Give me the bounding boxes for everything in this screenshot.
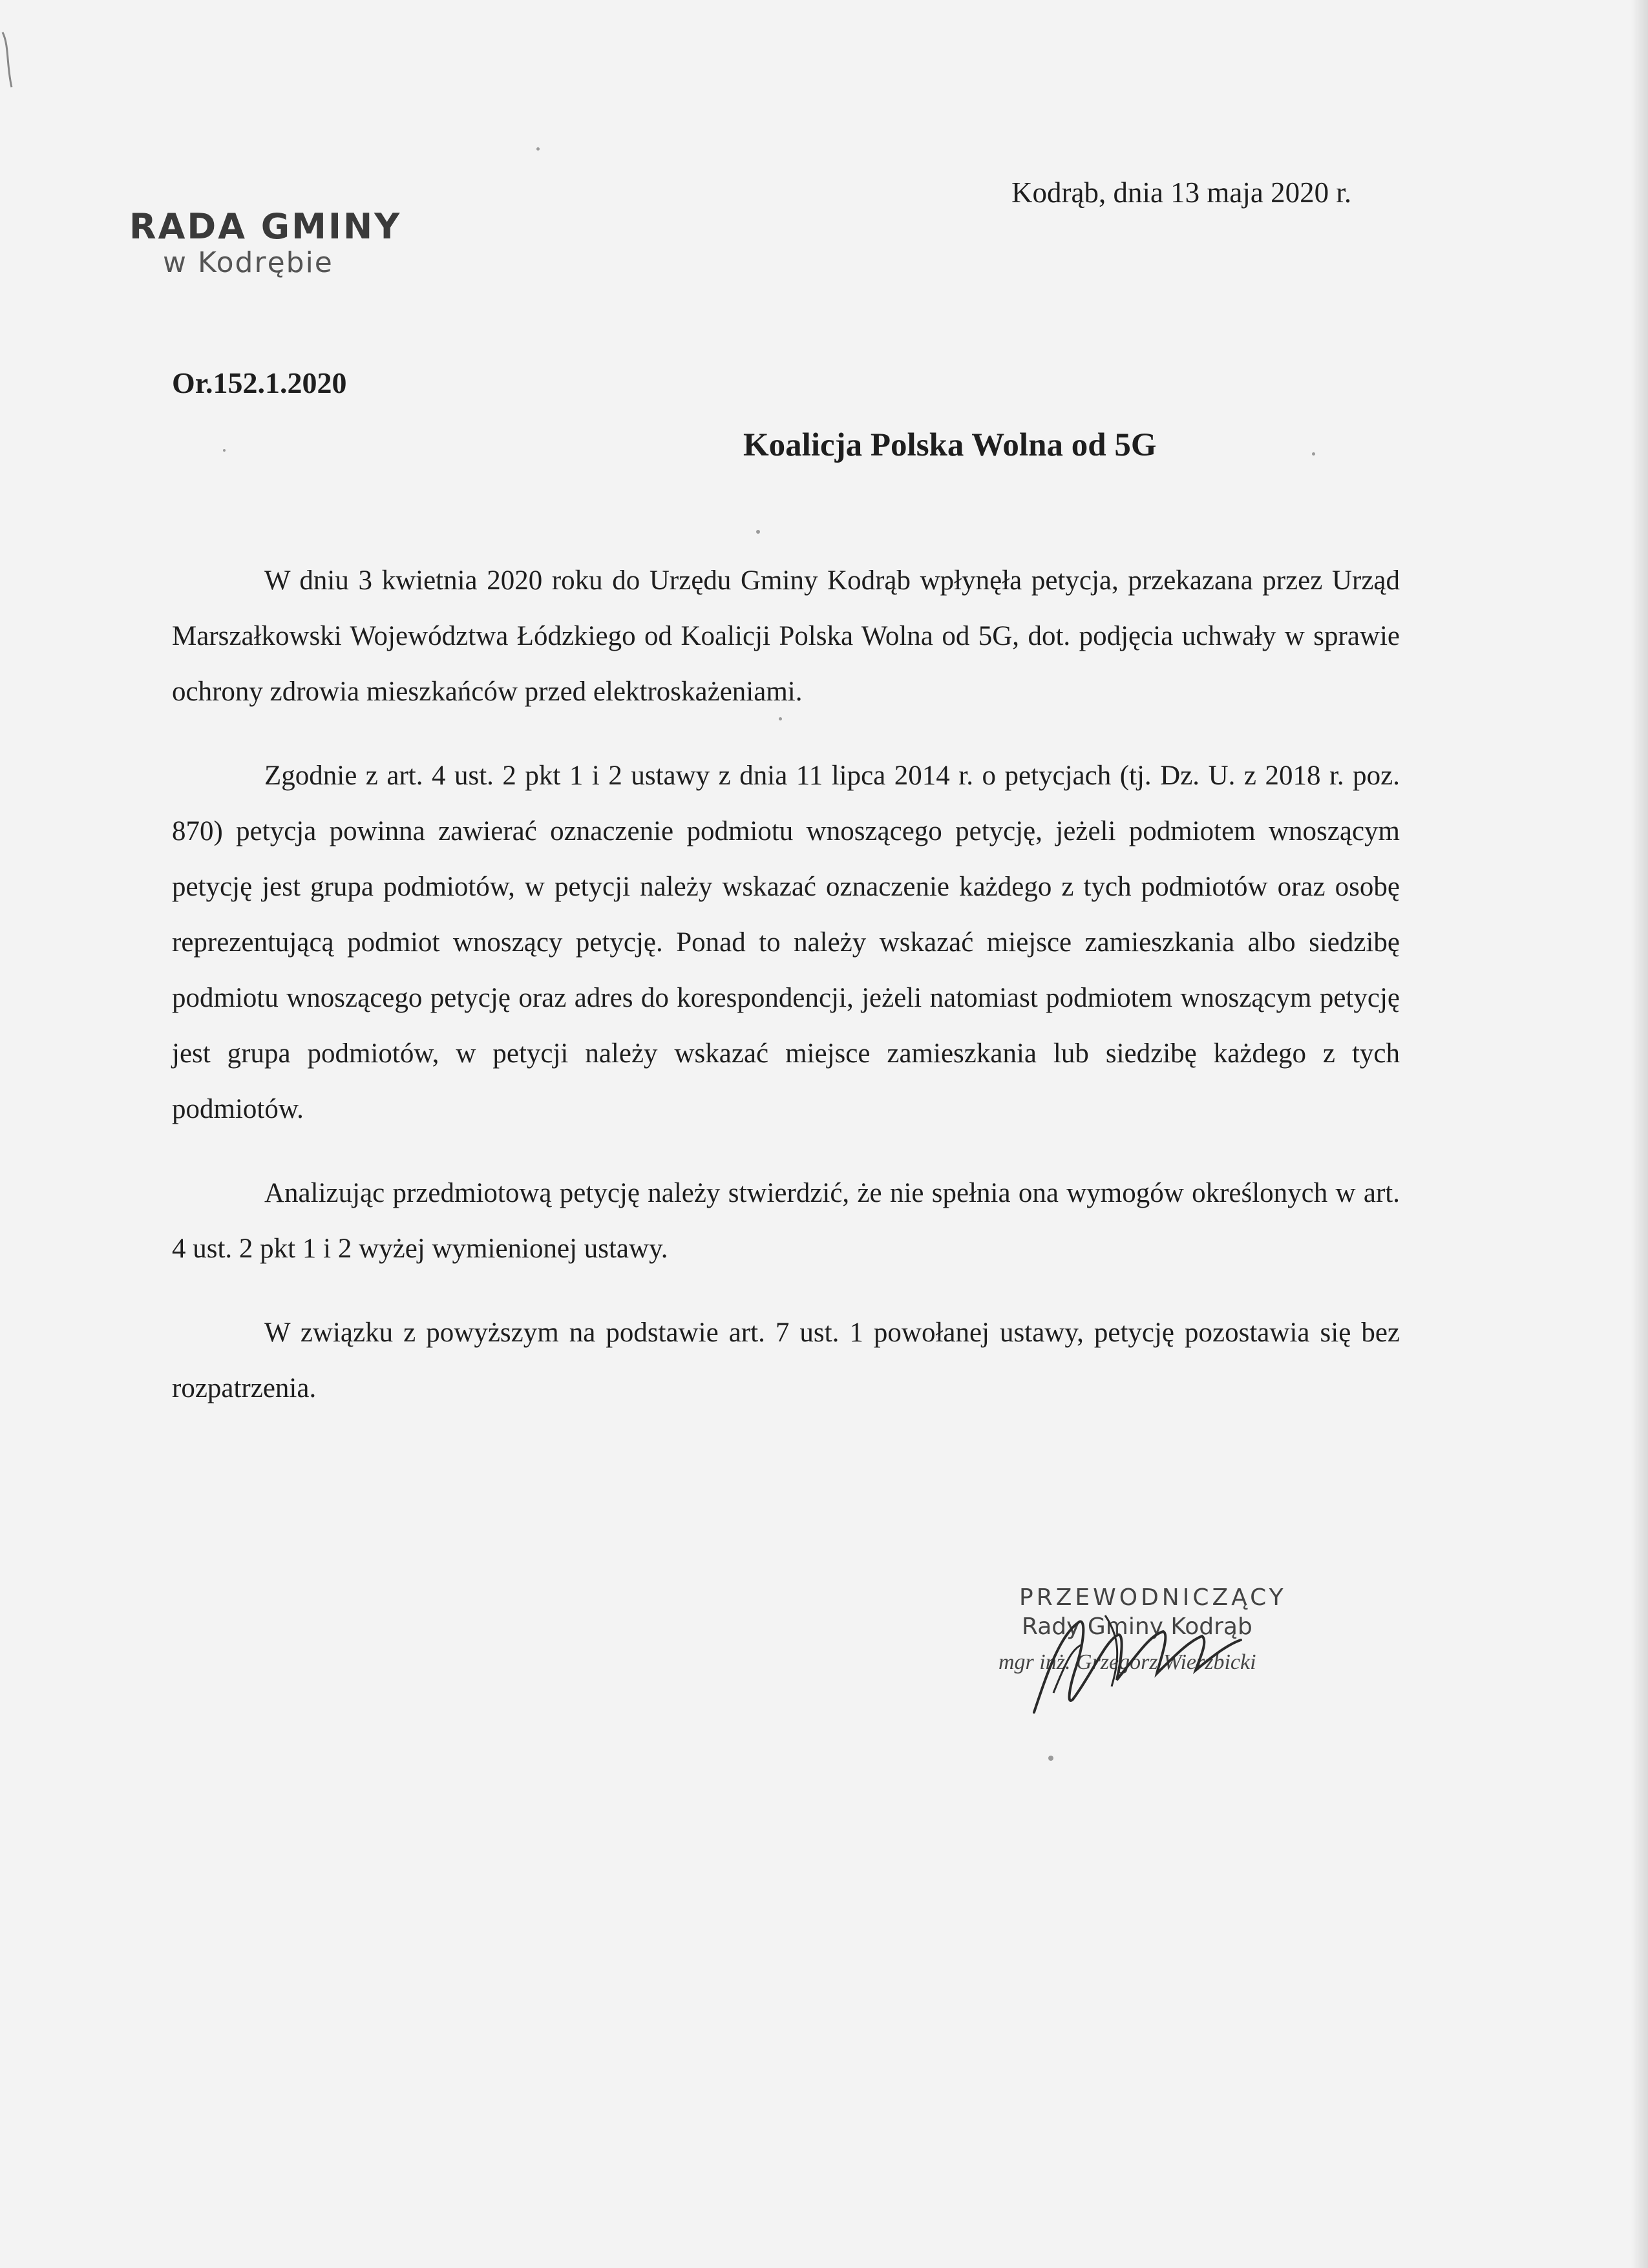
scan-speck — [536, 147, 540, 151]
letter-body — [172, 553, 1400, 1445]
stamp-line-1: RADA GMINY — [129, 206, 402, 247]
paragraph-4: W związku z powyższym na podstawie art. 7 ust. 1 powołanej ustawy, petycję pozostawia się bez rozpatrzenia. — [172, 1318, 1400, 1403]
paragraph-3: Analizując przedmiotową petycję należy stwierdzić, że nie spełnia ona wymogów określonych w art. 4 ust. 2 pkt 1 i 2 wyżej wymienionej ustawy. — [172, 1178, 1400, 1264]
scan-speck — [756, 530, 760, 534]
scan-speck — [1312, 452, 1315, 456]
paragraph-1: W dniu 3 kwietnia 2020 roku do Urzędu Gminy Kodrąb wpłynęła petycja, przekazana przez Urząd Marszałkowski Województwa Łódzkiego od Koalicji Polska Wolna od 5G, dot. podjęcia uchwały w sprawie ochrony zdrowia mieszkańców przed elektroskażeniami. — [172, 565, 1400, 707]
addressee: Koalicja Polska Wolna od 5G — [743, 427, 1157, 463]
scan-speck — [779, 717, 782, 720]
handwritten-signature — [1008, 1596, 1280, 1725]
reference-number: Or.152.1.2020 — [172, 366, 347, 399]
scan-edge-mark — [0, 26, 26, 97]
paragraph-2: Zgodnie z art. 4 ust. 2 pkt 1 i 2 ustawy z dnia 11 lipca 2014 r. o petycjach (tj. Dz. U. z 2018 r. poz. 870) petycja powinna zawierać oznaczenie podmiotu wnoszącego petycję, jeżeli podmiotem wnoszącym petycję jest grupa podmiotów, w petycji należy wskazać oznaczenie każdego z tych podmiotów oraz osobę reprezentującą podmiot wnoszący petycję. Ponad to należy wskazać miejsce zamieszkania albo siedzibę podmiotu wnoszącego petycję oraz adres do korespondencji, jeżeli natomiast podmiotem wnoszącym petycję jest grupa podmiotów, w petycji należy wskazać miejsce zamieszkania lub siedzibę każdego z tych podmiotów. — [172, 761, 1400, 1124]
letter-date: Kodrąb, dnia 13 maja 2020 r. — [1011, 176, 1352, 209]
scan-speck — [1048, 1756, 1053, 1761]
signatory-title: PRZEWODNICZĄCY — [1019, 1584, 1287, 1611]
scan-speck — [223, 449, 226, 452]
signatory-organization: Rady Gminy Kodrąb — [1022, 1613, 1252, 1640]
page-edge-shadow — [1631, 0, 1648, 2268]
stamp-line-2: w Kodrębie — [163, 246, 333, 280]
signatory-name: mgr inż. Grzegorz Wierzbicki — [998, 1650, 1256, 1674]
council-stamp — [129, 207, 401, 280]
